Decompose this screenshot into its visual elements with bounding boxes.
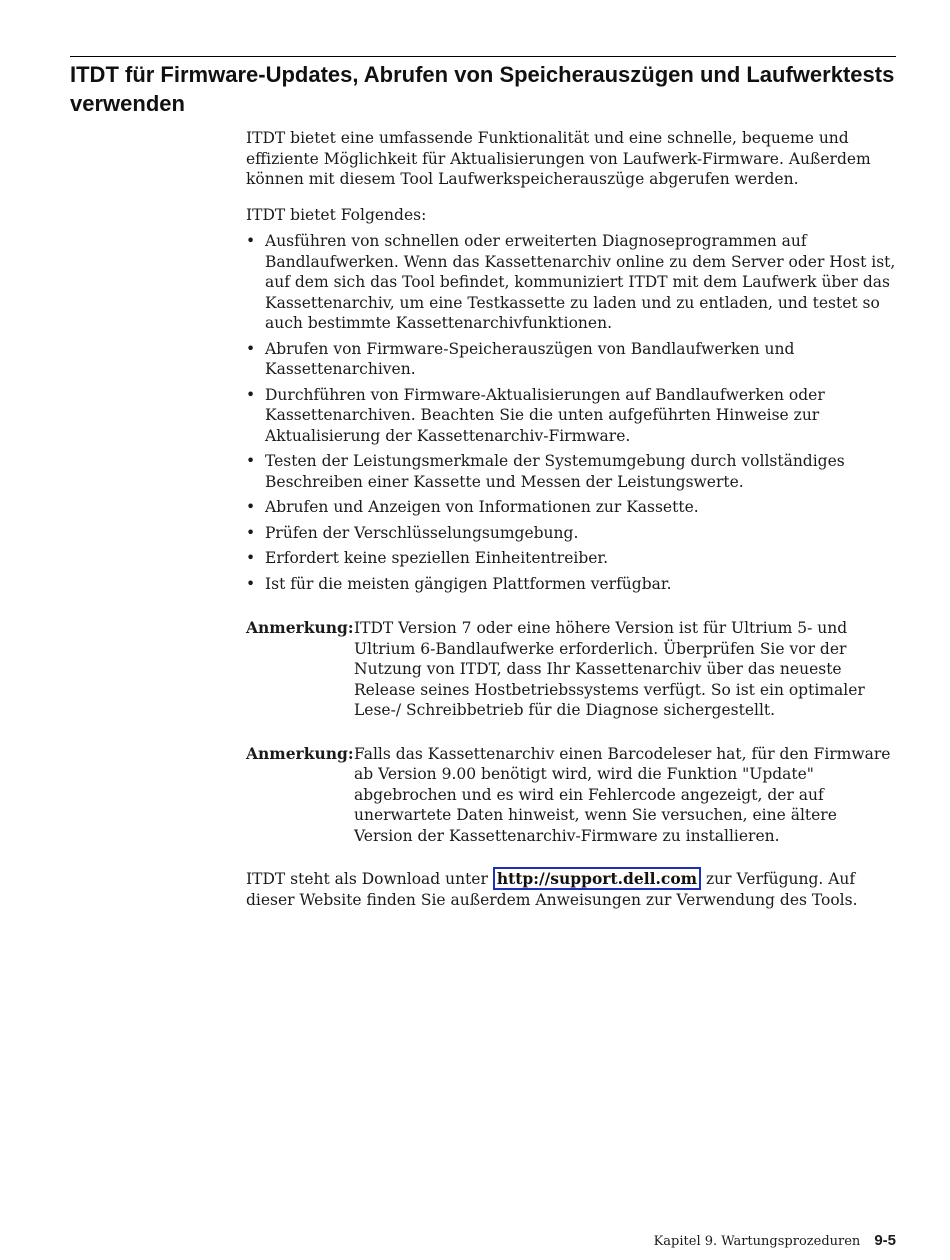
- support-link[interactable]: http://support.dell.com: [493, 867, 701, 890]
- note-label: Anmerkung:: [246, 618, 354, 637]
- bullet-icon: •: [246, 232, 256, 250]
- page-number: 9-5: [874, 1232, 896, 1249]
- note-text: ITDT Version 7 oder eine höhere Version ist für Ultrium 5- und Ultrium 6-Bandlaufwerke erforderlich. Überprüfen Sie vor der Nutzung von ITDT, dass Ihr Kassettenarchiv über das neueste Release seines Hostbetriebssystems verfügt. So ist ein optimaler Lese-/ Schreibbetrieb für die Diagnose sichergestellt.: [354, 619, 865, 719]
- list-item: [246, 523, 896, 544]
- list-item-text: Durchführen von Firmware-Aktualisierungen auf Bandlaufwerken oder Kassettenarchiven. Beachten Sie die unten aufgeführten Hinweise zur Aktualisierung der Kassettenarchiv-Firmware.: [265, 385, 825, 445]
- list-item: [246, 385, 896, 447]
- page-footer: [654, 1232, 896, 1249]
- list-item-text: Abrufen und Anzeigen von Informationen zur Kassette.: [265, 498, 699, 516]
- section-heading: ITDT für Firmware-Updates, Abrufen von Speicherauszügen und Laufwerktests verwenden: [70, 62, 895, 116]
- intro-paragraph: ITDT bietet eine umfassende Funktionalität und eine schnelle, bequeme und effiziente Möglichkeit für Aktualisierungen von Laufwerk-Firmware. Außerdem können mit diesem Tool Laufwerkspeicherauszüge abgerufen werden.: [246, 129, 871, 188]
- list-item: [246, 548, 896, 569]
- list-item-text: Ist für die meisten gängigen Plattformen verfügbar.: [265, 574, 672, 593]
- note-label: Anmerkung:: [246, 743, 354, 763]
- list-item-text: Prüfen der Verschlüsselungsumgebung.: [265, 523, 579, 542]
- list-item: [246, 231, 896, 334]
- body-column: [246, 128, 896, 925]
- bullet-icon: •: [246, 339, 256, 358]
- list-item-text: Abrufen von Firmware-Speicherauszügen von Bandlaufwerken und Kassettenarchiven.: [265, 339, 795, 378]
- list-item-text: Testen der Leistungsmerkmale der Systemumgebung durch vollständiges Beschreiben einer Kassette und Messen der Leistungswerte.: [265, 452, 845, 491]
- note-block: [246, 744, 896, 847]
- heading-rule: [70, 56, 896, 57]
- download-paragraph: [246, 869, 896, 910]
- bullet-icon: •: [246, 498, 256, 516]
- bullet-icon: •: [246, 523, 256, 542]
- note-text: Falls das Kassettenarchiv einen Barcodeleser hat, für den Firmware ab Version 9.00 benötigt wird, wird die Funktion "Update" abgebrochen und es wird ein Fehlercode angezeigt, der auf unerwartete Daten hinweist, wenn Sie versuchen, eine ältere Version der Kassettenarchiv-Firmware zu installieren.: [354, 744, 891, 845]
- bullet-icon: •: [246, 574, 256, 593]
- note-block: [246, 618, 896, 721]
- list-item: [246, 574, 896, 595]
- feature-list: [246, 231, 896, 594]
- bullet-icon: •: [246, 549, 256, 567]
- bullet-icon: •: [246, 452, 256, 470]
- list-item: [246, 339, 896, 380]
- features-lead: ITDT bietet Folgendes:: [246, 205, 427, 224]
- list-item: [246, 497, 896, 518]
- list-item: [246, 451, 896, 492]
- bullet-icon: •: [246, 385, 256, 404]
- download-text-before: ITDT steht als Download unter: [246, 870, 493, 888]
- list-item-text: Ausführen von schnellen oder erweiterten Diagnoseprogrammen auf Bandlaufwerken. Wenn das Kassettenarchiv online zu dem Server oder Host ist, auf dem sich das Tool befindet, kommuniziert ITDT mit dem Laufwerk über das Kassettenarchiv, um eine Testkassette zu laden und zu entladen, und testet so auch bestimmte Kassettenarchivfunktionen.: [265, 232, 896, 332]
- list-item-text: Erfordert keine speziellen Einheitentreiber.: [265, 549, 609, 567]
- chapter-label: Kapitel 9. Wartungsprozeduren: [653, 1234, 861, 1249]
- download-text-after: zur Verfügung. Auf dieser Website finden Sie außerdem Anweisungen zur Verwendung des Tools.: [246, 870, 858, 909]
